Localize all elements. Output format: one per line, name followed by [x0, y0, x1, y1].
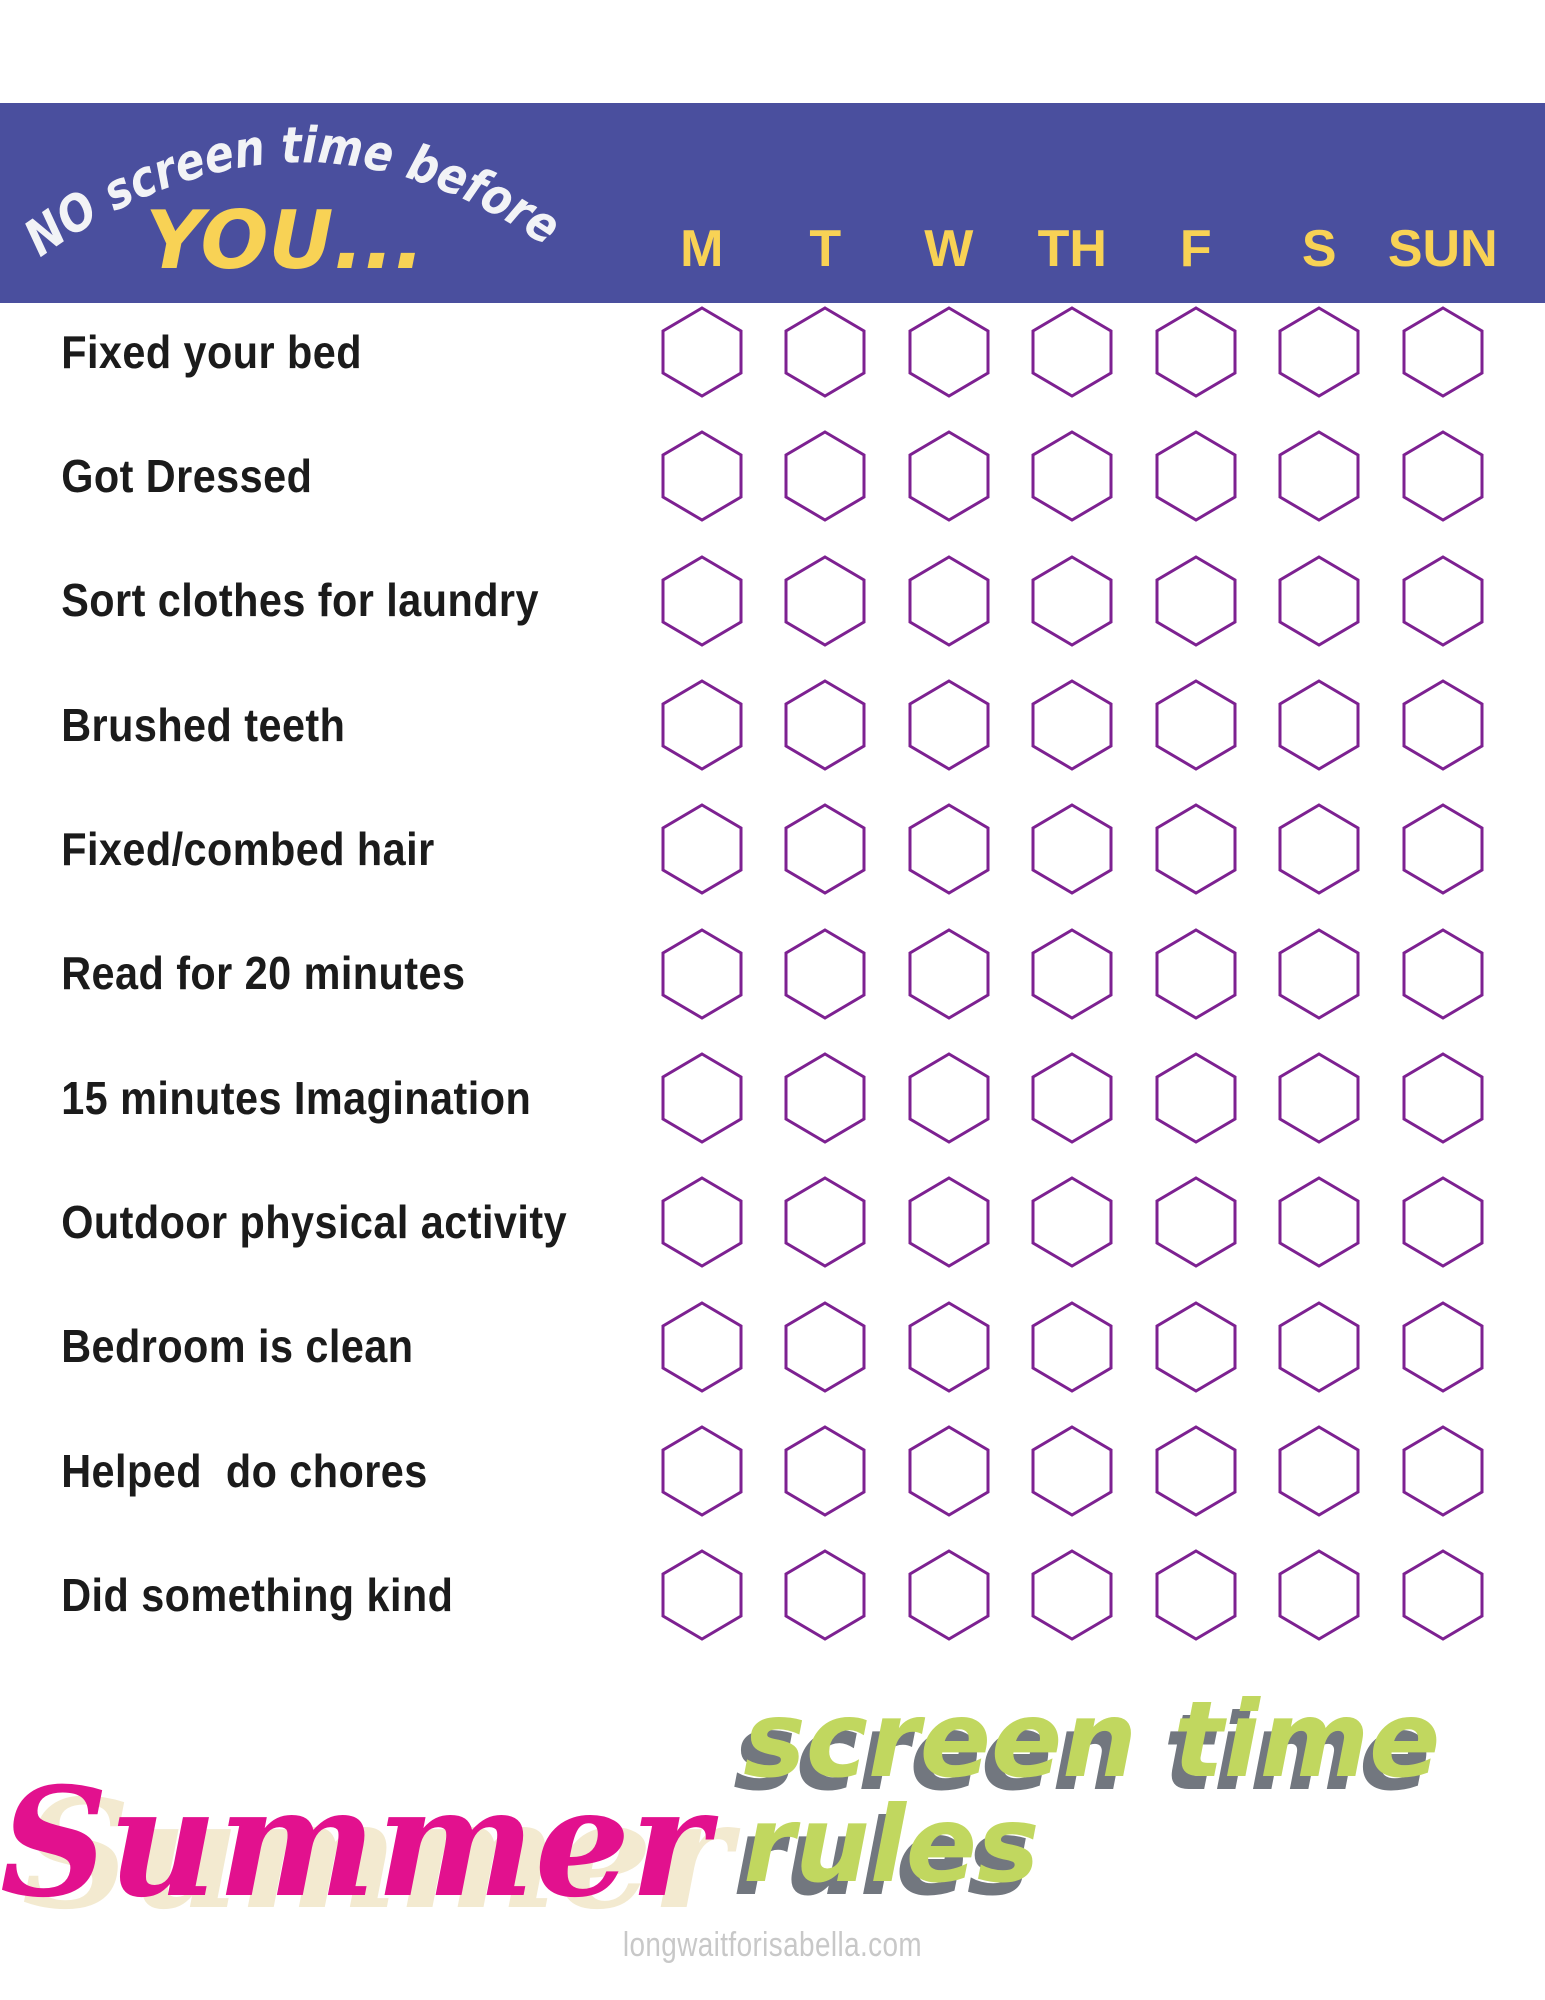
hexagon-outline-icon: [907, 1549, 991, 1641]
hexagon-checkbox[interactable]: [1011, 663, 1135, 787]
hexagon-outline-icon: [660, 1176, 744, 1268]
hexagon-outline-icon: [783, 803, 867, 895]
hexagon-outline-icon: [1030, 1052, 1114, 1144]
task-row: [0, 1533, 1545, 1657]
day-header-label: W: [924, 220, 974, 278]
hexagon-outline-icon: [1154, 1301, 1238, 1393]
hexagon-checkbox[interactable]: [640, 1160, 764, 1284]
hexagon-checkbox[interactable]: [640, 1409, 764, 1533]
hexagon-outline-icon: [907, 928, 991, 1020]
hexagon-checkbox[interactable]: [1011, 787, 1135, 911]
task-label: Outdoor physical activity: [61, 1195, 568, 1248]
task-label: 15 minutes Imagination: [61, 1071, 532, 1124]
hexagon-outline-icon: [907, 1425, 991, 1517]
hexagon-checkbox[interactable]: [887, 1409, 1011, 1533]
hexagon-outline-icon: [907, 679, 991, 771]
hexagon-outline-icon: [1401, 1176, 1485, 1268]
hexagon-outline-icon: [1154, 1425, 1238, 1517]
day-header-label: M: [680, 220, 724, 278]
day-header-label: SUN: [1387, 220, 1498, 278]
hexagon-checkbox[interactable]: [887, 1533, 1011, 1657]
hexagon-checkbox[interactable]: [1381, 1160, 1505, 1284]
hexagon-checkbox[interactable]: [887, 414, 1011, 538]
hexagon-outline-icon: [783, 1549, 867, 1641]
hexagon-checkbox[interactable]: [1011, 539, 1135, 663]
hex-cells: [640, 1409, 1505, 1533]
hexagon-outline-icon: [660, 1301, 744, 1393]
hexagon-outline-icon: [660, 1549, 744, 1641]
hexagon-outline-icon: [1277, 1301, 1361, 1393]
hexagon-outline-icon: [1401, 928, 1485, 1020]
hexagon-checkbox[interactable]: [887, 290, 1011, 414]
hexagon-outline-icon: [1030, 555, 1114, 647]
hexagon-outline-icon: [907, 1176, 991, 1268]
task-row: [0, 1160, 1545, 1284]
hexagon-checkbox[interactable]: [1381, 1533, 1505, 1657]
hexagon-checkbox[interactable]: [1381, 414, 1505, 538]
hexagon-checkbox[interactable]: [887, 1036, 1011, 1160]
hexagon-outline-icon: [1277, 1425, 1361, 1517]
hexagon-checkbox[interactable]: [887, 663, 1011, 787]
hexagon-checkbox[interactable]: [887, 1160, 1011, 1284]
hexagon-outline-icon: [1277, 928, 1361, 1020]
hexagon-outline-icon: [907, 430, 991, 522]
task-label: Helped do chores: [61, 1444, 428, 1497]
hexagon-outline-icon: [1154, 306, 1238, 398]
hexagon-outline-icon: [1401, 679, 1485, 771]
task-label: Did something kind: [61, 1568, 454, 1621]
hexagon-checkbox[interactable]: [640, 290, 764, 414]
task-row: [0, 290, 1545, 414]
hexagon-outline-icon: [907, 306, 991, 398]
hexagon-outline-icon: [1154, 928, 1238, 1020]
hexagon-checkbox[interactable]: [1134, 1036, 1258, 1160]
hexagon-checkbox[interactable]: [1258, 539, 1382, 663]
hexagon-checkbox[interactable]: [764, 1409, 888, 1533]
hexagon-checkbox[interactable]: [887, 911, 1011, 1035]
site-credit: longwaitforisabella.com: [622, 1926, 923, 1964]
hexagon-checkbox[interactable]: [1381, 1284, 1505, 1408]
hexagon-checkbox[interactable]: [1258, 911, 1382, 1035]
hex-cells: [640, 911, 1505, 1035]
hexagon-outline-icon: [1277, 803, 1361, 895]
hexagon-checkbox[interactable]: [640, 414, 764, 538]
hexagon-outline-icon: [783, 1052, 867, 1144]
hexagon-checkbox[interactable]: [764, 1036, 888, 1160]
hex-cells: [640, 290, 1505, 414]
hexagon-outline-icon: [1277, 1052, 1361, 1144]
hexagon-checkbox[interactable]: [1258, 414, 1382, 538]
hex-cells: [640, 539, 1505, 663]
hexagon-checkbox[interactable]: [887, 787, 1011, 911]
hexagon-outline-icon: [1030, 928, 1114, 1020]
header-arc-text: NO screen time before: [14, 116, 575, 268]
hexagon-outline-icon: [660, 1425, 744, 1517]
day-header-label: F: [1179, 220, 1212, 278]
hexagon-checkbox[interactable]: [764, 1533, 888, 1657]
hexagon-outline-icon: [1030, 430, 1114, 522]
hexagon-outline-icon: [907, 803, 991, 895]
task-grid: [0, 290, 1545, 1657]
hexagon-outline-icon: [783, 1301, 867, 1393]
hexagon-outline-icon: [660, 928, 744, 1020]
hexagon-outline-icon: [1277, 306, 1361, 398]
header-highlight-text: YOU...: [145, 194, 425, 287]
hexagon-outline-icon: [1030, 1176, 1114, 1268]
hexagon-checkbox[interactable]: [1258, 1284, 1382, 1408]
hexagon-checkbox[interactable]: [1134, 1533, 1258, 1657]
hexagon-outline-icon: [1154, 679, 1238, 771]
hex-cells: [640, 414, 1505, 538]
task-row: [0, 911, 1545, 1035]
hexagon-checkbox[interactable]: [640, 1533, 764, 1657]
hexagon-outline-icon: [1030, 803, 1114, 895]
hexagon-outline-icon: [1030, 306, 1114, 398]
hex-cells: [640, 1533, 1505, 1657]
hexagon-checkbox[interactable]: [1381, 663, 1505, 787]
hexagon-outline-icon: [783, 306, 867, 398]
hexagon-checkbox[interactable]: [1011, 911, 1135, 1035]
hexagon-outline-icon: [1154, 430, 1238, 522]
day-header-row: [640, 220, 1505, 278]
hex-cells: [640, 787, 1505, 911]
task-label: Brushed teeth: [61, 698, 346, 751]
hexagon-outline-icon: [1401, 1425, 1485, 1517]
hexagon-outline-icon: [1277, 1176, 1361, 1268]
hexagon-checkbox[interactable]: [640, 539, 764, 663]
hexagon-checkbox[interactable]: [640, 1036, 764, 1160]
hexagon-checkbox[interactable]: [764, 787, 888, 911]
hexagon-outline-icon: [1277, 679, 1361, 771]
hexagon-checkbox[interactable]: [1011, 1409, 1135, 1533]
hexagon-checkbox[interactable]: [1134, 539, 1258, 663]
hexagon-checkbox[interactable]: [887, 539, 1011, 663]
hexagon-checkbox[interactable]: [764, 290, 888, 414]
hexagon-checkbox[interactable]: [1134, 911, 1258, 1035]
hexagon-checkbox[interactable]: [1011, 1160, 1135, 1284]
hex-cells: [640, 1036, 1505, 1160]
hexagon-outline-icon: [783, 430, 867, 522]
task-row: [0, 1284, 1545, 1408]
hexagon-checkbox[interactable]: [764, 539, 888, 663]
hexagon-checkbox[interactable]: [1381, 1409, 1505, 1533]
hexagon-outline-icon: [1030, 1549, 1114, 1641]
hexagon-checkbox[interactable]: [1381, 1036, 1505, 1160]
hexagon-outline-icon: [1401, 1549, 1485, 1641]
hexagon-outline-icon: [1030, 679, 1114, 771]
task-row: [0, 1409, 1545, 1533]
hexagon-checkbox[interactable]: [1258, 663, 1382, 787]
hexagon-checkbox[interactable]: [1258, 1036, 1382, 1160]
hexagon-checkbox[interactable]: [1258, 1409, 1382, 1533]
hexagon-checkbox[interactable]: [1381, 290, 1505, 414]
hexagon-outline-icon: [660, 1052, 744, 1144]
hexagon-checkbox[interactable]: [1134, 1409, 1258, 1533]
hex-cells: [640, 663, 1505, 787]
task-label: Fixed/combed hair: [61, 823, 435, 876]
summer-script-text: Summer: [0, 1755, 710, 1931]
task-label: Bedroom is clean: [61, 1320, 414, 1373]
hexagon-checkbox[interactable]: [1258, 1533, 1382, 1657]
hex-cells: [640, 1160, 1505, 1284]
hexagon-outline-icon: [1401, 306, 1485, 398]
hexagon-checkbox[interactable]: [1134, 787, 1258, 911]
hex-cells: [640, 1284, 1505, 1408]
hexagon-checkbox[interactable]: [764, 911, 888, 1035]
hexagon-checkbox[interactable]: [640, 1284, 764, 1408]
hexagon-checkbox[interactable]: [1011, 1533, 1135, 1657]
hexagon-outline-icon: [907, 1301, 991, 1393]
hexagon-checkbox[interactable]: [1381, 539, 1505, 663]
task-row: [0, 539, 1545, 663]
hexagon-checkbox[interactable]: [1134, 414, 1258, 538]
hexagon-outline-icon: [907, 555, 991, 647]
hexagon-outline-icon: [1401, 1301, 1485, 1393]
hexagon-checkbox[interactable]: [764, 1160, 888, 1284]
task-label: Read for 20 minutes: [61, 947, 466, 1000]
hexagon-checkbox[interactable]: [1134, 290, 1258, 414]
task-label: Fixed your bed: [61, 325, 362, 378]
hexagon-outline-icon: [1401, 1052, 1485, 1144]
hexagon-outline-icon: [783, 1176, 867, 1268]
hexagon-outline-icon: [1154, 1176, 1238, 1268]
hexagon-checkbox[interactable]: [640, 911, 764, 1035]
hexagon-checkbox[interactable]: [1134, 1160, 1258, 1284]
hexagon-outline-icon: [1277, 555, 1361, 647]
hexagon-outline-icon: [783, 555, 867, 647]
hexagon-checkbox[interactable]: [887, 1284, 1011, 1408]
hexagon-outline-icon: [660, 306, 744, 398]
task-row: [0, 787, 1545, 911]
hexagon-checkbox[interactable]: [1258, 290, 1382, 414]
hexagon-outline-icon: [907, 1052, 991, 1144]
hexagon-checkbox[interactable]: [764, 663, 888, 787]
hexagon-checkbox[interactable]: [640, 787, 764, 911]
hexagon-outline-icon: [1401, 430, 1485, 522]
task-row: [0, 663, 1545, 787]
hexagon-outline-icon: [783, 928, 867, 1020]
hexagon-checkbox[interactable]: [640, 663, 764, 787]
hexagon-outline-icon: [1277, 1549, 1361, 1641]
hexagon-checkbox[interactable]: [1134, 663, 1258, 787]
hexagon-checkbox[interactable]: [1258, 787, 1382, 911]
hexagon-checkbox[interactable]: [1011, 414, 1135, 538]
header-band: [0, 103, 1545, 303]
task-row: [0, 414, 1545, 538]
hexagon-checkbox[interactable]: [764, 1284, 888, 1408]
hexagon-checkbox[interactable]: [764, 414, 888, 538]
hexagon-checkbox[interactable]: [1258, 1160, 1382, 1284]
screen-time-rules-text: screen time rules: [743, 1679, 1441, 1906]
hexagon-outline-icon: [660, 430, 744, 522]
task-row: [0, 1036, 1545, 1160]
hexagon-outline-icon: [1401, 555, 1485, 647]
hexagon-outline-icon: [1030, 1301, 1114, 1393]
hexagon-checkbox[interactable]: [1134, 1284, 1258, 1408]
bottom-title: [0, 1679, 1545, 1931]
hexagon-outline-icon: [1401, 803, 1485, 895]
hexagon-checkbox[interactable]: [1381, 787, 1505, 911]
hexagon-outline-icon: [660, 555, 744, 647]
hexagon-outline-icon: [1154, 803, 1238, 895]
hexagon-outline-icon: [1277, 430, 1361, 522]
task-label: Got Dressed: [61, 450, 313, 503]
hexagon-checkbox[interactable]: [1011, 1284, 1135, 1408]
hexagon-outline-icon: [660, 679, 744, 771]
hexagon-outline-icon: [783, 679, 867, 771]
day-header-label: S: [1301, 220, 1337, 278]
hexagon-checkbox[interactable]: [1011, 1036, 1135, 1160]
hexagon-outline-icon: [1154, 1549, 1238, 1641]
hexagon-outline-icon: [1030, 1425, 1114, 1517]
hexagon-outline-icon: [1154, 555, 1238, 647]
hexagon-outline-icon: [783, 1425, 867, 1517]
hexagon-outline-icon: [1154, 1052, 1238, 1144]
task-label: Sort clothes for laundry: [61, 574, 539, 627]
hexagon-checkbox[interactable]: [1381, 911, 1505, 1035]
day-header-label: T: [809, 220, 842, 278]
hexagon-outline-icon: [660, 803, 744, 895]
hexagon-checkbox[interactable]: [1011, 290, 1135, 414]
day-header-label: TH: [1037, 220, 1107, 278]
